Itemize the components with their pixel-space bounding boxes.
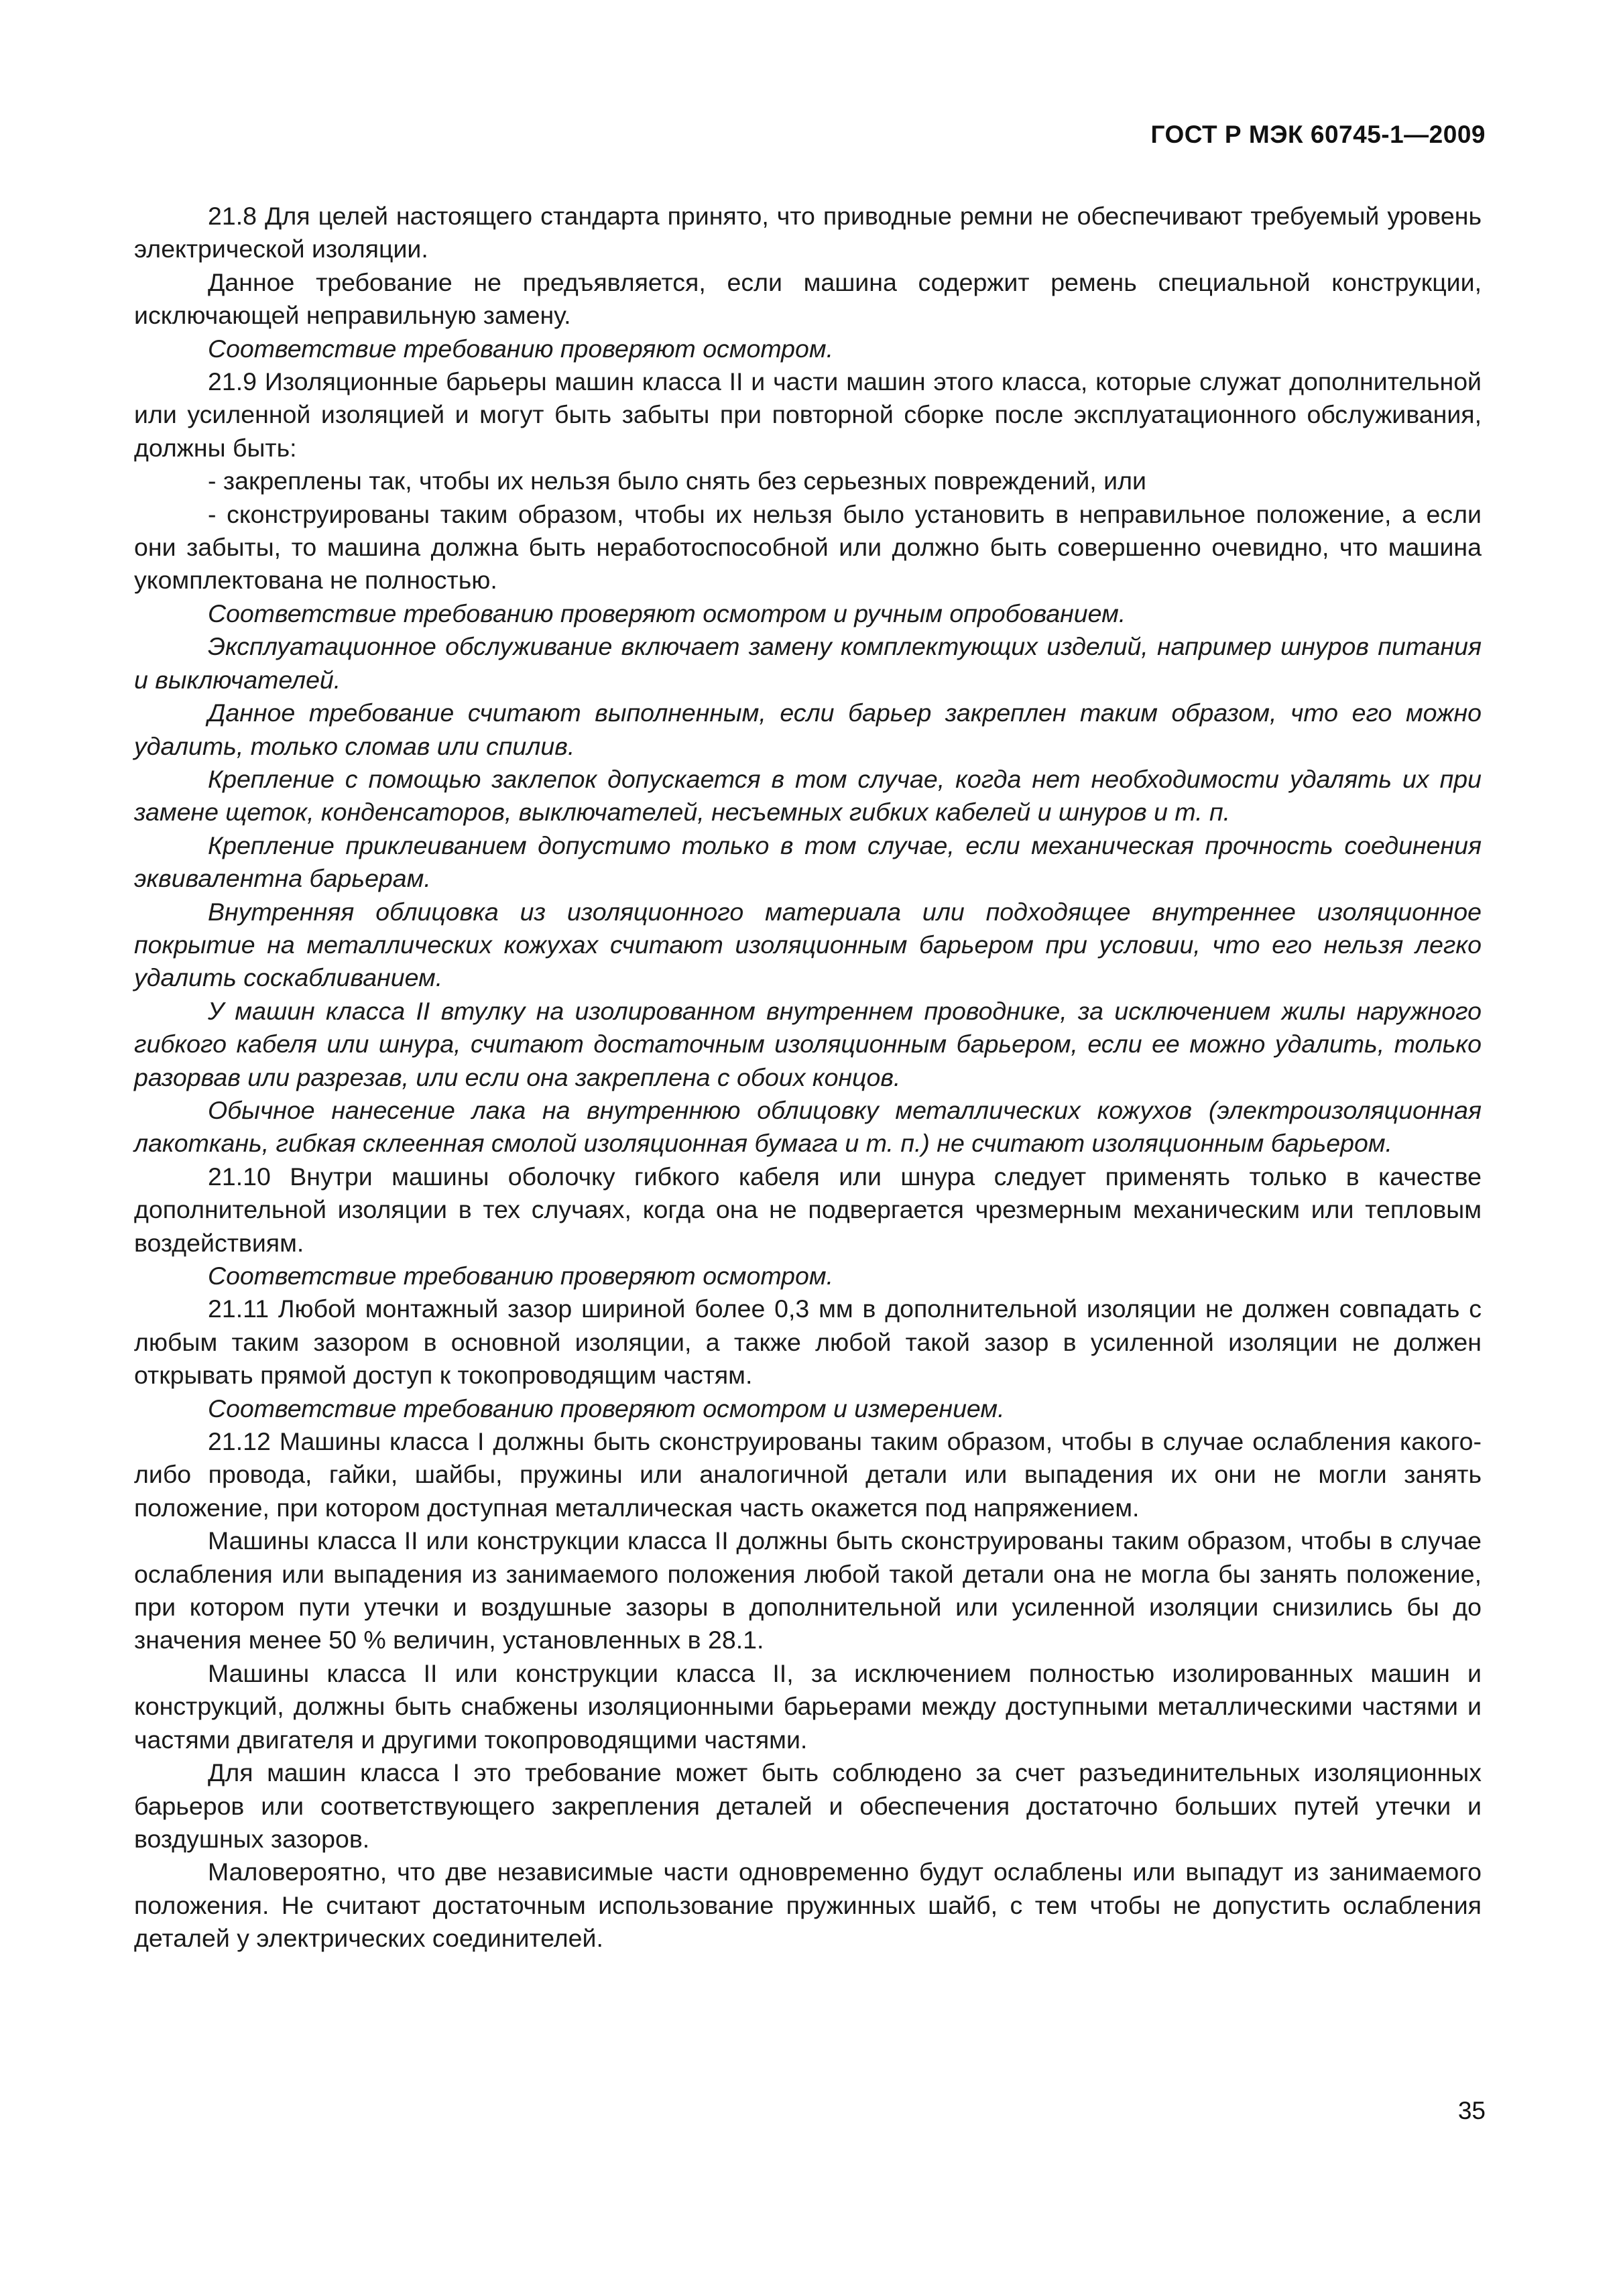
compliance-note-paragraph: Эксплуатационное обслуживание включает замену комплектующих изделий, например шнуров питания и выключателей. xyxy=(134,632,1482,694)
body-paragraph: 21.8 Для целей настоящего стандарта принято, что приводные ремни не обеспечивают требуемый уровень электрической изоляции. xyxy=(134,202,1482,263)
standard-header: ГОСТ Р МЭК 60745-1—2009 xyxy=(1150,121,1486,148)
body-paragraph: Машины класса II или конструкции класса II должны быть сконструированы таким образом, чтобы в случае ослабления или выпадения из занимаемого положения любой такой детали она не могла бы занять положение, при котором пути утечки и воздушные зазоры в дополнительной или усиленной изоляции снизились бы до значения менее 50 % величин, установленных в 28.1. xyxy=(134,1526,1482,1654)
compliance-note-paragraph: Крепление приклеиванием допустимо только в том случае, если механическая прочность соединения эквивалентна барьерам. xyxy=(134,831,1482,893)
body-paragraph: Маловероятно, что две независимые части одновременно будут ослаблены или выпадут из занимаемого положения. Не считают достаточным использование пружинных шайб, с тем чтобы не допустить ослабления деталей у электрических соединителей. xyxy=(134,1858,1482,1953)
body-paragraph: 21.11 Любой монтажный зазор шириной более 0,3 мм в дополнительной изоляции не должен совпадать с любым таким зазором в основной изоляции, а также любой такой зазор в усиленной изоляции не должен открывать прямой доступ к токопроводящим частям. xyxy=(134,1294,1482,1390)
compliance-note-paragraph: Соответствие требованию проверяют осмотром. xyxy=(208,334,834,363)
page-number: 35 xyxy=(1457,2097,1486,2124)
compliance-note-paragraph: У машин класса II втулку на изолированном внутреннем проводнике, за исключением жилы наружного гибкого кабеля или шнура, считают достаточным изоляционным барьером, если ее можно удалить, только разорвав или разрезав, или если она закреплена с обоих концов. xyxy=(134,996,1482,1091)
compliance-note-paragraph: Крепление с помощью заклепок допускается в том случае, когда нет необходимости удалять их при замене щеток, конденсаторов, выключателей, несъемных гибких кабелей и шнуров и т. п. xyxy=(134,764,1482,827)
body-paragraph: - закреплены так, чтобы их нельзя было снять без серьезных повреждений, или xyxy=(208,467,1146,495)
body-paragraph: Данное требование не предъявляется, если машина содержит ремень специальной конструкции, исключающей неправильную замену. xyxy=(134,267,1482,330)
document-body xyxy=(134,200,1482,1955)
compliance-note-paragraph: Внутренняя облицовка из изоляционного материала или подходящее внутреннее изоляционное покрытие на металлических кожухах считают изоляционным барьером при условии, что его нельзя легко удалить соскабливанием. xyxy=(134,897,1482,992)
body-paragraph: - сконструированы таким образом, чтобы их нельзя было установить в неправильное положение, а если они забыты, то машина должна быть неработоспособной или должно быть совершенно очевидно, что машина укомплектована не полностью. xyxy=(134,499,1482,595)
body-paragraph: Машины класса II или конструкции класса II, за исключением полностью изолированных машин и конструкций, должны быть снабжены изоляционными барьерами между доступными металлическими частями и частями двигателя и другими токопроводящими частями. xyxy=(134,1658,1482,1754)
compliance-note-paragraph: Соответствие требованию проверяют осмотром и ручным опробованием. xyxy=(208,599,1126,627)
compliance-note-paragraph: Соответствие требованию проверяют осмотром и измерением. xyxy=(208,1394,1005,1423)
compliance-note-paragraph: Соответствие требованию проверяют осмотром. xyxy=(208,1262,834,1290)
body-paragraph: Для машин класса I это требование может быть соблюдено за счет разъединительных изоляционных барьеров или соответствующего закрепления деталей и обеспечения достаточно больших путей утечки и воздушных зазоров. xyxy=(134,1758,1482,1853)
body-paragraph: 21.9 Изоляционные барьеры машин класса II и части машин этого класса, которые служат дополнительной или усиленной изоляцией и могут быть забыты при повторной сборке после эксплуатационного обслуживания, должны быть: xyxy=(134,367,1482,462)
compliance-note-paragraph: Данное требование считают выполненным, если барьер закреплен таким образом, что его можно удалить, только сломав или спилив. xyxy=(134,699,1482,760)
compliance-note-paragraph: Обычное нанесение лака на внутреннюю облицовку металлических кожухов (электроизоляционная лакоткань, гибкая склеенная смолой изоляционная бумага и т. п.) не считают изоляционным барьером. xyxy=(134,1095,1482,1158)
body-paragraph: 21.12 Машины класса I должны быть сконструированы таким образом, чтобы в случае ослабления какого-либо провода, гайки, шайбы, пружины или аналогичной детали или выпадения их они не могли занять положение, при котором доступная металлическая часть окажется под напряжением. xyxy=(134,1427,1482,1522)
body-paragraph: 21.10 Внутри машины оболочку гибкого кабеля или шнура следует применять только в качестве дополнительной изоляции в тех случаях, когда она не подвергается чрезмерным механическим или тепловым воздействиям. xyxy=(134,1162,1482,1257)
